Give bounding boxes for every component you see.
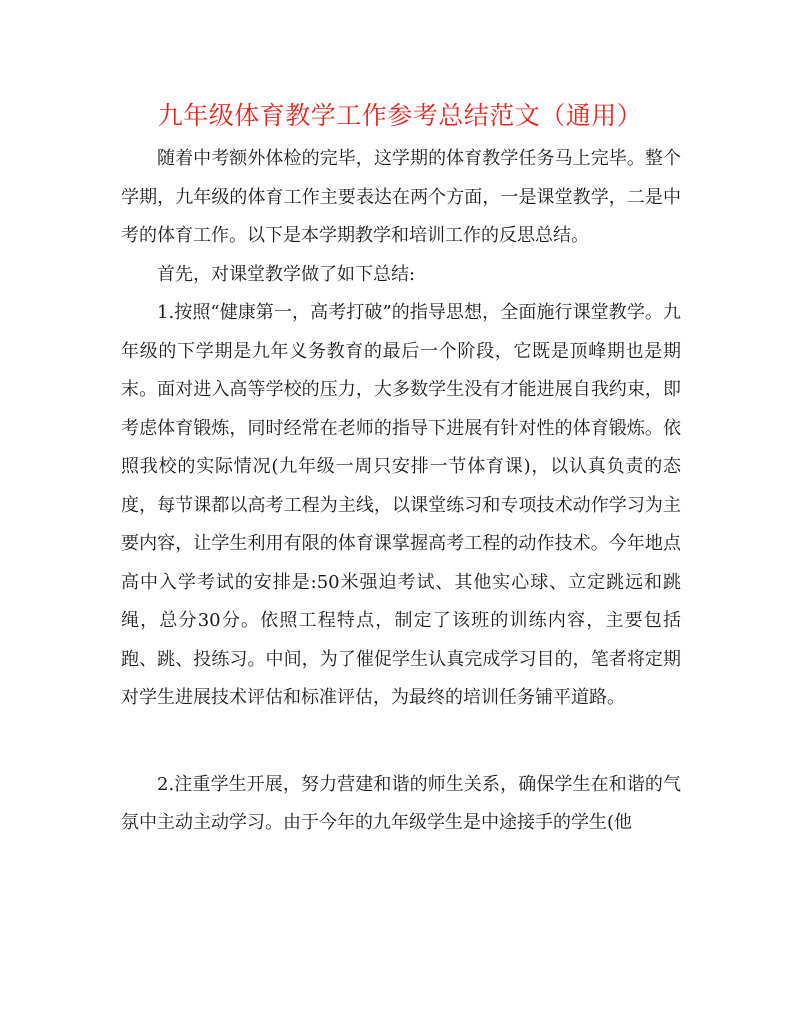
document-title: 九年级体育教学工作参考总结范文（通用） <box>157 101 643 130</box>
paragraph-point-2: 2.注重学生开展，努力营建和谐的师生关系，确保学生在和谐的气氛中主动主动学习。由于今年的九年级学生是中途接手的学生(他 <box>121 773 681 833</box>
paragraph-point-1: 1.按照“健康第一，高考打破”的指导思想，全面施行课堂教学。九年级的下学期是九年义务教育的最后一个阶段，它既是顶峰期也是期末。面对进入高等学校的压力，大多数学生没有才能进展自我约束，即考虑体育锻炼，同时经常在老师的指导下进展有针对性的体育锻炼。依照我校的实际情况(九年级一周只安排一节体育课)，以认真负责的态度，每节课都以高考工程为主线，以课堂练习和专项技术动作学习为主要内容，让学生利用有限的体育课掌握高考工程的动作技术。今年地点高中入学考试的安排是:50米强迫考试、其他实心球、立定跳远和跳绳，总分30分。依照工程特点，制定了该班的训练内容，主要包括跑、跳、投练习。中间，为了催促学生认真完成学习目的，笔者将定期对学生进展技术评估和标准评估，为最终的培训任务铺平道路。 <box>121 302 681 708</box>
paragraph-intro: 随着中考额外体检的完毕，这学期的体育教学任务马上完毕。整个学期，九年级的体育工作主要表达在两个方面，一是课堂教学，二是中考的体育工作。以下是本学期教学和培训工作的反思总结。 <box>121 148 681 246</box>
document-body <box>121 140 681 843</box>
paragraph-summary-heading: 首先，对课堂教学做了如下总结: <box>157 263 416 285</box>
